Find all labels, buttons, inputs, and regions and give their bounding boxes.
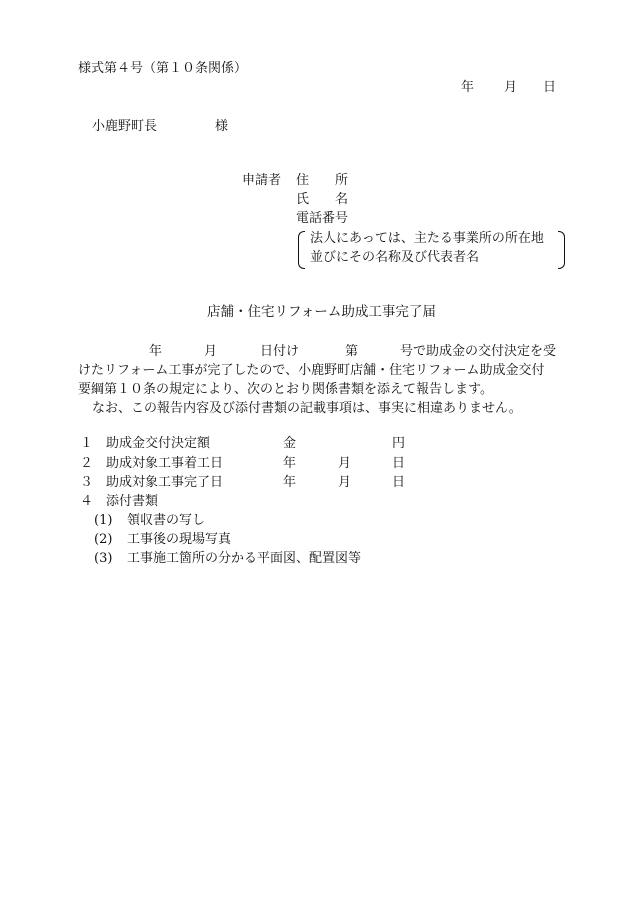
item-label: 添付書類	[106, 494, 159, 509]
attachment-label: 工事施工箇所の分かる平面図、配置図等	[127, 551, 362, 566]
addressee-name: 小鹿野町長	[92, 119, 158, 134]
body-dated: 日付け	[260, 344, 300, 359]
item-col2: 月	[338, 456, 352, 471]
date-year: 年	[461, 80, 475, 95]
date-day: 日	[543, 80, 557, 95]
corp-note-line2: 並びにその名称及び代表者名	[310, 250, 480, 265]
attachment-label: 工事後の現場写真	[127, 532, 232, 547]
body-month: 月	[204, 344, 218, 359]
phone-label: 電話番号	[296, 211, 349, 226]
attachment-number: (2)	[94, 532, 113, 547]
corp-note-line1: 法人にあっては、主たる事業所の所在地	[310, 231, 544, 246]
item-col1: 年	[283, 475, 297, 490]
body-no: 第	[345, 344, 359, 359]
item-col3: 円	[392, 436, 406, 451]
body-line1-rest: 号で助成金の交付決定を受	[400, 344, 557, 359]
body-line3: 要綱第１０条の規定により、次のとおり関係書類を添えて報告します。	[78, 382, 493, 397]
body-line4: なお、この報告内容及び添付書類の記載事項は、事実に相違ありません。	[92, 401, 522, 416]
body-year: 年	[149, 344, 163, 359]
applicant-label: 申請者	[242, 173, 282, 188]
item-col2: 月	[338, 475, 352, 490]
item-col3: 日	[392, 456, 406, 471]
attachment-number: (3)	[94, 551, 113, 566]
item-col1: 年	[283, 456, 297, 471]
item-number: ３	[80, 475, 94, 490]
item-col1: 金	[283, 436, 297, 451]
date-month: 月	[504, 80, 518, 95]
item-col3: 日	[392, 475, 406, 490]
body-line2: けたリフォーム工事が完了したので、小鹿野町店舗・住宅リフォーム助成金交付	[78, 363, 545, 378]
item-number: ４	[80, 494, 94, 509]
addressee-honorific: 様	[215, 119, 229, 134]
item-label: 助成対象工事完了日	[106, 475, 224, 490]
item-number: １	[80, 436, 94, 451]
item-number: ２	[80, 456, 94, 471]
name-label: 氏 名	[296, 192, 349, 207]
attachment-label: 領収書の写し	[127, 513, 206, 528]
right-bracket	[558, 231, 565, 269]
attachment-number: (1)	[94, 513, 113, 528]
item-label: 助成対象工事着工日	[106, 456, 224, 471]
left-bracket	[298, 231, 305, 269]
form-number: 様式第４号（第１０条関係）	[78, 61, 248, 76]
document-title: 店舗・住宅リフォーム助成工事完了届	[207, 304, 436, 320]
address-label: 住 所	[296, 173, 349, 188]
item-label: 助成金交付決定額	[106, 436, 211, 451]
